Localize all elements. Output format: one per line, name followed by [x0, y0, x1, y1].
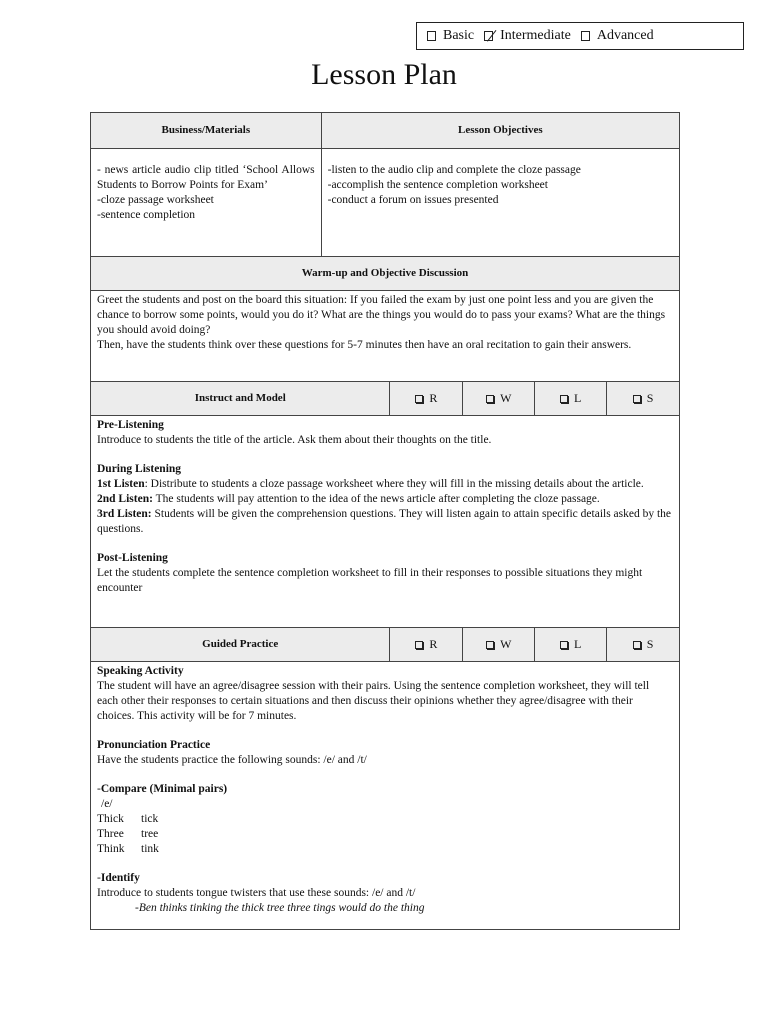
listen-2 — [97, 492, 673, 507]
listen-3-text: Students will be given the comprehension questions. They will listen again to attain specific details asked by the questions. — [97, 508, 672, 535]
compare-title-text: Compare (Minimal pairs) — [100, 783, 228, 795]
checkbox-icon — [415, 395, 423, 403]
materials-line: - news article audio clip titled ‘School Allows Students to Borrow Points for Exam’ — [97, 164, 315, 191]
skill-label: S — [646, 391, 654, 405]
instruct-cell — [91, 416, 680, 628]
speaking-activity-title: Speaking Activity — [97, 665, 184, 677]
minimal-pair — [97, 827, 673, 842]
materials-line: -cloze passage worksheet — [97, 194, 214, 206]
post-listening-text: Let the students complete the sentence completion worksheet to fill in their responses to possible situations they might encounter — [97, 567, 643, 594]
pair-word: tink — [141, 843, 159, 855]
guided-cell — [91, 662, 680, 930]
checkbox-icon — [486, 395, 494, 403]
objectives-cell — [321, 149, 679, 257]
pair-word: Thick — [97, 813, 124, 825]
level-basic-label: Basic — [443, 28, 475, 43]
checkbox-icon — [560, 395, 568, 403]
level-intermediate-label: Intermediate — [500, 28, 571, 43]
pronunciation-title: Pronunciation Practice — [97, 739, 211, 751]
instruct-skill-w[interactable] — [463, 382, 535, 416]
pronunciation-text: Have the students practice the following sounds: /e/ and /t/ — [97, 754, 367, 766]
proficiency-level-box — [416, 22, 744, 50]
materials-header: Business/Materials — [91, 113, 322, 149]
sound-label: /e/ — [101, 798, 113, 810]
pair-word: Three — [97, 828, 124, 840]
instruct-skill-s[interactable] — [607, 382, 680, 416]
level-basic[interactable] — [427, 28, 474, 44]
guided-skill-l[interactable] — [535, 628, 607, 662]
page-title: Lesson Plan — [311, 58, 457, 91]
listen-1 — [97, 477, 673, 492]
level-intermediate[interactable] — [484, 28, 571, 44]
skill-label: W — [500, 637, 512, 651]
minimal-pair — [97, 842, 673, 857]
checkbox-icon — [633, 641, 641, 649]
lesson-plan-table — [90, 112, 680, 930]
post-listening-title: Post-Listening — [97, 552, 168, 564]
objectives-line: -listen to the audio clip and complete the cloze passage — [327, 164, 581, 176]
skill-label: S — [646, 637, 654, 651]
checkbox-icon — [486, 641, 494, 649]
warmup-cell — [91, 291, 680, 382]
checkbox-icon — [415, 641, 423, 649]
objectives-line: -accomplish the sentence completion worksheet — [327, 179, 548, 191]
warmup-header: Warm-up and Objective Discussion — [91, 257, 680, 291]
warmup-text: Greet the students and post on the board this situation: If you failed the exam by just one point less and you are given the chance to borrow some points, would you do it? What are the things you would do to pass your exams? What are the things you should avoid doing? — [97, 294, 666, 336]
skill-label: W — [500, 391, 512, 405]
speaking-activity-text: The student will have an agree/disagree session with their pairs. Using the sentence completion worksheet, they will tell each other their responses to certain situations and then discuss their opinions whether they agree/disagree with their choices. This activity will be for 7 minutes. — [97, 680, 650, 722]
instruct-header: Instruct and Model — [91, 382, 390, 416]
minimal-pair — [97, 812, 673, 827]
instruct-skill-r[interactable] — [390, 382, 463, 416]
guided-header: Guided Practice — [91, 628, 390, 662]
level-intermediate-checkbox[interactable] — [484, 31, 493, 41]
tongue-twister: -Ben thinks tinking the thick tree three tings would do the thing — [135, 902, 425, 914]
identify-prefix: - — [97, 872, 101, 884]
identify-title — [97, 871, 673, 886]
level-advanced[interactable] — [581, 28, 654, 44]
skill-label: R — [429, 391, 438, 405]
pair-word: tree — [141, 828, 159, 840]
compare-title — [97, 782, 673, 797]
during-listening-title: During Listening — [97, 463, 182, 475]
pair-word: Think — [97, 843, 125, 855]
skill-label: L — [573, 637, 582, 651]
skill-label: R — [429, 637, 438, 651]
guided-skill-s[interactable] — [607, 628, 680, 662]
listen-2-text: The students will pay attention to the idea of the news article after completing the cloze passage. — [152, 493, 600, 505]
guided-skill-r[interactable] — [390, 628, 463, 662]
guided-skill-w[interactable] — [463, 628, 535, 662]
checkbox-icon — [560, 641, 568, 649]
warmup-text: Then, have the students think over these questions for 5-7 minutes then have an oral recitation to gain their answers. — [97, 339, 632, 351]
listen-3 — [97, 507, 673, 537]
level-advanced-label: Advanced — [596, 28, 654, 43]
listen-2-label: 2nd Listen: — [97, 493, 153, 505]
pre-listening-text: Introduce to students the title of the article. Ask them about their thoughts on the title. — [97, 434, 492, 446]
identify-text: Introduce to students tongue twisters that use these sounds: /e/ and /t/ — [97, 887, 416, 899]
objectives-line: -conduct a forum on issues presented — [327, 194, 499, 206]
materials-cell — [91, 149, 322, 257]
listen-1-label: 1st Listen — [97, 478, 145, 490]
identify-title-text: Identify — [100, 872, 140, 884]
level-basic-checkbox[interactable] — [427, 31, 436, 41]
compare-prefix: - — [97, 783, 101, 795]
pre-listening-title: Pre-Listening — [97, 419, 164, 431]
checkbox-icon — [633, 395, 641, 403]
objectives-header: Lesson Objectives — [321, 113, 679, 149]
skill-label: L — [573, 391, 582, 405]
level-advanced-checkbox[interactable] — [581, 31, 590, 41]
materials-line: -sentence completion — [97, 209, 196, 221]
listen-3-label: 3rd Listen: — [97, 508, 152, 520]
listen-1-text: : Distribute to students a cloze passage worksheet where they will fill in the missing details about the article. — [144, 478, 644, 490]
instruct-skill-l[interactable] — [535, 382, 607, 416]
pair-word: tick — [141, 813, 159, 825]
